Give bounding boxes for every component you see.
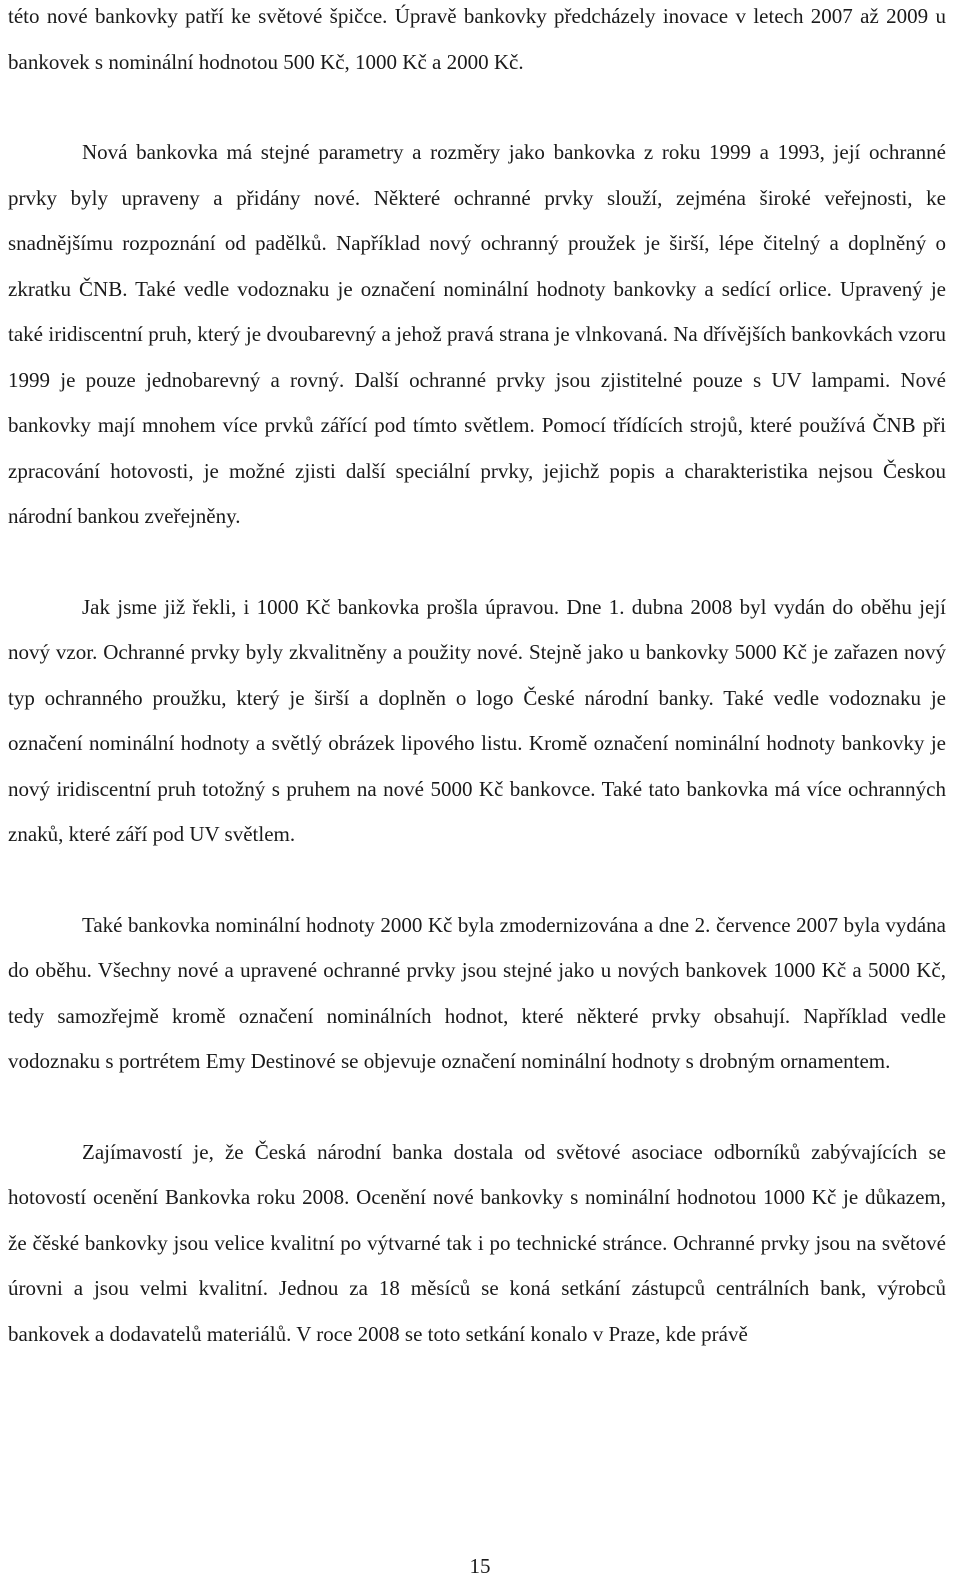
paragraph-new-banknote-parameters: Nová bankovka má stejné parametry a rozměry jako bankovka z roku 1999 a 1993, její ochranné prvky byly upraveny a přidány nové. Některé ochranné prvky slouží, zejména široké veřejnosti, ke snadnějšímu rozpoznání od padělků. Například nový ochranný proužek je širší, lépe čitelný a doplněný o zkratku ČNB. Také vedle vodoznaku je označení nominální hodnoty bankovky a sedící orlice. Upravený je také iridiscentní pruh, který je dvoubarevný a jehož pravá strana je vlnkovaná. Na dřívějších bankovkách vzoru 1999 je pouze jednobarevný a rovný. Další ochranné prvky jsou zjistitelné pouze s UV lampami. Nové bankovky mají mnohem více prvků zářící pod tímto světlem. Pomocí třídících strojů, které používá ČNB při zpracování hotovosti, je možné zjisti další speciální prvky, jejichž popis a charakteristika nejsou Českou národní bankou zveřejněny. — [8, 140, 946, 528]
paragraph-1000-kc-banknote: Jak jsme již řekli, i 1000 Kč bankovka prošla úpravou. Dne 1. dubna 2008 byl vydán do oběhu její nový vzor. Ochranné prvky byly zkvalitněny a použity nové. Stejně jako u bankovky 5000 Kč je zařazen nový typ ochranného proužku, který je širší a doplněn o logo České národní banky. Také vedle vodoznaku je označení nominální hodnoty a světlý obrázek lipového listu. Kromě označení nominální hodnoty bankovky je nový iridiscentní pruh totožný s pruhem na nové 5000 Kč bankovce. Také tato bankovka má více ochranných znaků, které září pod UV světlem. — [8, 594, 946, 846]
paragraph-banknote-award: Zajímavostí je, že Česká národní banka dostala od světové asociace odborníků zabývajících se hotovostí ocenění Bankovka roku 2008. Ocenění nové bankovky s nominální hodnotou 1000 Kč je důkazem, že čěské bankovky jsou velice kvalitní po výtvarné tak i po technické stránce. Ochranné prvky jsou na světové úrovni a jsou velmi kvalitní. Jednou za 18 měsíců se koná setkání zástupců centrálních bank, výrobců bankovek a dodavatelů materiálů. V roce 2008 se toto setkání konalo v Praze, kde právě — [8, 1139, 946, 1346]
document-page — [8, 0, 946, 1357]
page-number: 15 — [469, 1554, 491, 1578]
paragraph-continuation: této nové bankovky patří ke světové špičce. Úpravě bankovky předcházely inovace v letech 2007 až 2009 u bankovek s nominální hodnotou 500 Kč, 1000 Kč a 2000 Kč. — [8, 4, 946, 74]
paragraph-2000-kc-banknote: Také bankovka nominální hodnoty 2000 Kč byla zmodernizována a dne 2. července 2007 byla vydána do oběhu. Všechny nové a upravené ochranné prvky jsou stejné jako u nových bankovek 1000 Kč a 5000 Kč, tedy samozřejmě kromě označení nominálních hodnot, které některé prvky obsahují. Například vedle vodoznaku s portrétem Emy Destinové se objevuje označení nominální hodnoty s drobným ornamentem. — [8, 912, 946, 1073]
